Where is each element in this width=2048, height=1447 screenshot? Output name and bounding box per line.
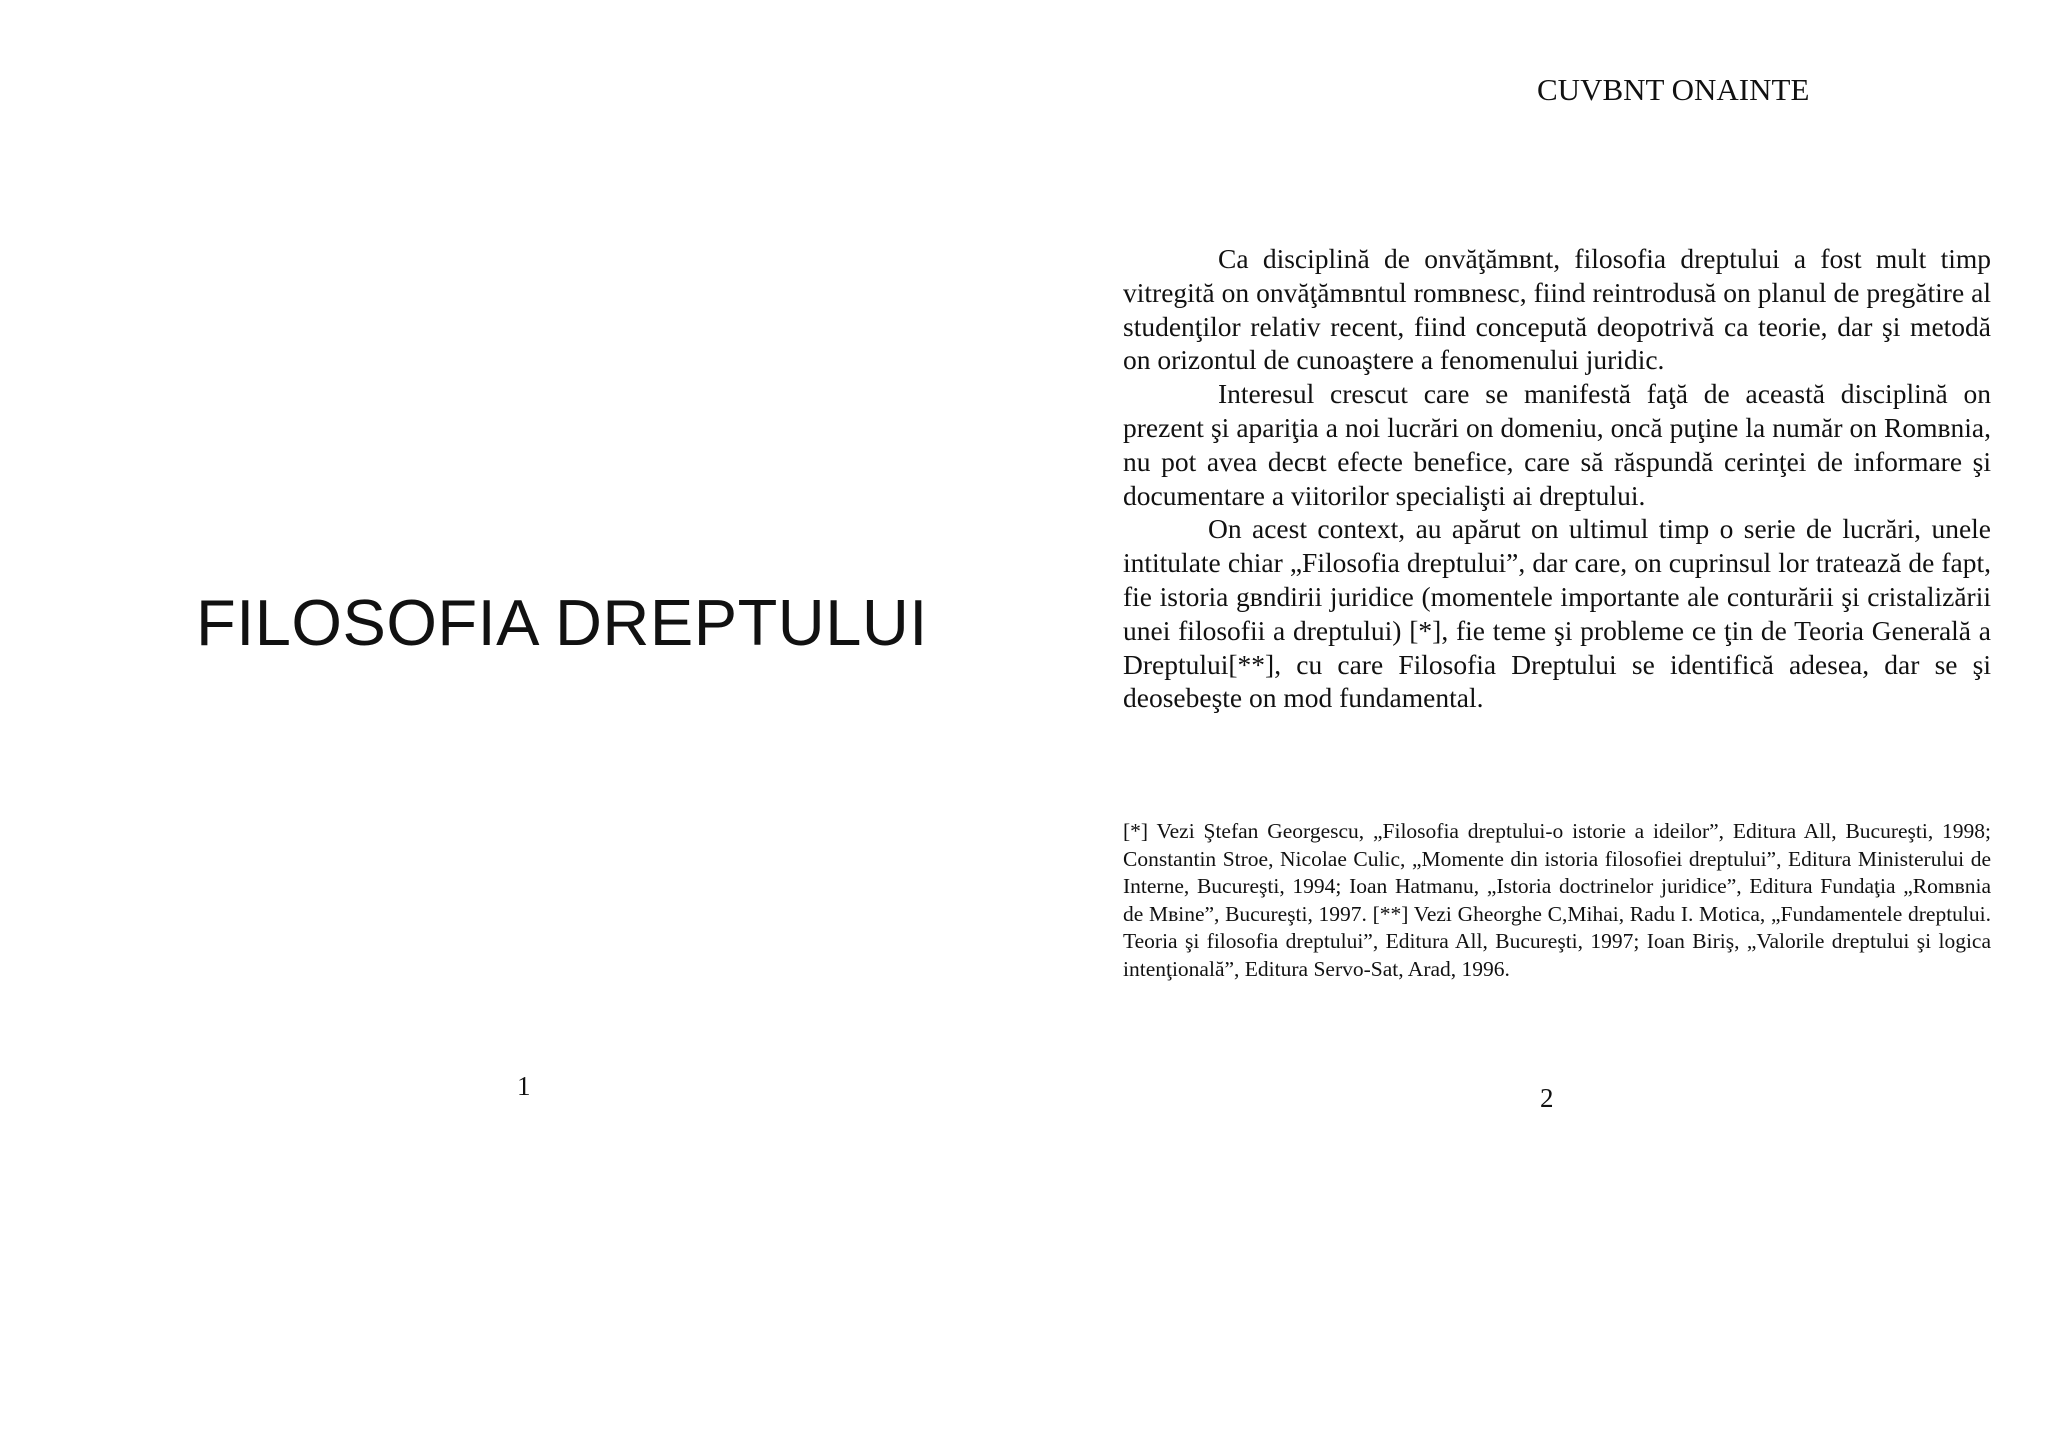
paragraph-1: Ca disciplină de onvăţămвnt, filosofia dreptului a fost mult timp vitregită on onvăţămвntul romвnesc, fiind reintrodusă on planul de pregătire al studenţilor relativ recent, fiind concepută deopotrivă ca teorie, dar şi metodă on orizontul de cunoaştere a fenomenului juridic. — [1123, 243, 1991, 376]
paragraph-2: Interesul crescut care se manifestă faţă de această disciplină on prezent şi apariţia a noi lucrări on domeniu, oncă puţine la număr on Romвnia, nu pot avea decвt efecte benefice, care să răspundă cerinţei de informare şi documentare a viitorilor specialişti ai dreptului. — [1123, 378, 1991, 511]
right-page — [1040, 0, 2048, 1447]
section-heading: CUVBNT ONAINTE — [1537, 72, 1810, 107]
body-text — [1123, 242, 1991, 715]
paragraph-3: On acest context, au apărut on ultimul timp o serie de lucrări, unele intitulate chiar „Filosofia dreptului”, dar care, on cuprinsul lor tratează de fapt, fie istoria gвndirii juridice (momentele importante ale conturării şi cristalizării unei filosofii a dreptului) [*], fie teme şi probleme ce ţin de Teoria Generală a Dreptului[**], cu care Filosofia Dreptului se identifică adesea, dar se şi deosebeşte on mod fundamental. — [1123, 513, 1991, 714]
footnotes: [*] Vezi Ştefan Georgescu, „Filosofia dreptului-o istorie a ideilor”, Editura All, Bucureşti, 1998; Constantin Stroe, Nicolae Culic, „Momente din istoria filosofiei dreptului”, Editura Ministerului de Interne, Bucureşti, 1994; Ioan Hatmanu, „Istoria doctrinelor juridice”, Editura Fundaţia „Romвnia de Mвine”, Bucureşti, 1997. [**] Vezi Gheorghe C,Mihai, Radu I. Motica, „Fundamentele dreptului. Teoria şi filosofia dreptului”, Editura All, Bucureşti, 1997; Ioan Biriş, „Valorile dreptului şi logica intenţională”, Editura Servo-Sat, Arad, 1996. — [1123, 819, 1991, 981]
page-number-left: 1 — [517, 1071, 531, 1101]
book-title: FILOSOFIA DREPTULUI — [196, 586, 928, 659]
page-number-right: 2 — [1540, 1083, 1554, 1113]
